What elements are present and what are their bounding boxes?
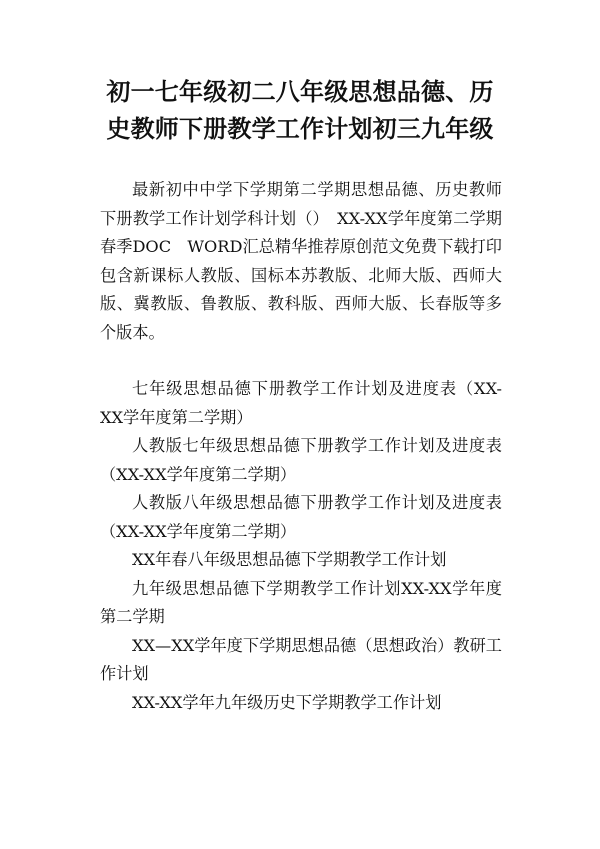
intro-paragraph: 最新初中中学下学期第二学期思想品德、历史教师下册教学工作计划学科计划（） XX-XX学年度第二学期春季DOC WORD汇总精华推荐原创范文免费下载打印包含新课标人教版、国标本苏教版、北师大版、西师大版、冀教版、鲁教版、教科版、西师大版、长春版等多个版本。 bbox=[100, 180, 502, 342]
list-item: 人教版七年级思想品德下册教学工作计划及进度表（XX-XX学年度第二学期） bbox=[100, 436, 502, 484]
document-body bbox=[100, 176, 502, 717]
list-item: 七年级思想品德下册教学工作计划及进度表（XX-XX学年度第二学期） bbox=[100, 379, 502, 427]
title-line-1: 初一七年级初二八年级思想品德、历 bbox=[106, 78, 494, 106]
title-line-2: 史教师下册教学工作计划初三九年级 bbox=[106, 115, 494, 143]
list-item: 九年级思想品德下学期教学工作计划XX-XX学年度第二学期 bbox=[100, 578, 502, 626]
list-item: XX年春八年级思想品德下学期教学工作计划 bbox=[132, 550, 447, 569]
list-item: XX-XX学年九年级历史下学期教学工作计划 bbox=[132, 692, 442, 712]
list-item: XX—XX学年度下学期思想品德（思想政治）教研工作计划 bbox=[100, 635, 502, 683]
document-title bbox=[100, 74, 500, 148]
list-item: 人教版八年级思想品德下册教学工作计划及进度表（XX-XX学年度第二学期） bbox=[100, 493, 502, 541]
